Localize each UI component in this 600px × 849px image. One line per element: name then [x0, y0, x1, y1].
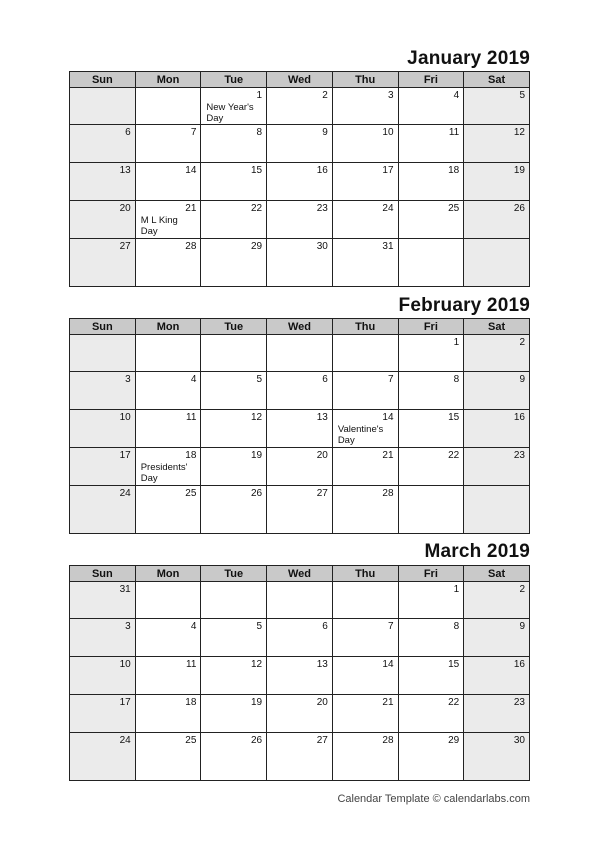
day-number: 7 — [190, 127, 197, 138]
day-number: 28 — [382, 488, 394, 499]
day-number: 14 — [382, 659, 394, 670]
week-row — [70, 448, 530, 486]
day-number — [201, 335, 266, 337]
day-number: 11 — [186, 659, 197, 670]
day-number: 19 — [250, 450, 263, 461]
day-number: 9 — [322, 127, 328, 138]
day-number: 31 — [382, 241, 394, 252]
day-cell — [135, 695, 201, 733]
day-cell — [398, 619, 464, 657]
day-cell — [70, 372, 136, 410]
day-cell — [267, 733, 333, 781]
day-number: 24 — [119, 735, 131, 746]
day-number: 22 — [250, 203, 263, 214]
day-number: 23 — [513, 697, 525, 708]
day-cell — [332, 582, 398, 619]
day-number: 18 — [185, 450, 197, 461]
week-row — [70, 163, 530, 201]
day-number: 15 — [250, 165, 263, 176]
weekday-header: Fri — [398, 566, 464, 582]
day-cell — [267, 448, 333, 486]
week-row — [70, 372, 530, 410]
day-number: 3 — [125, 621, 131, 632]
day-cell — [70, 619, 136, 657]
day-number: 2 — [322, 90, 328, 101]
day-cell — [70, 448, 136, 486]
day-number: 6 — [322, 621, 328, 632]
day-number — [201, 582, 266, 584]
day-cell — [464, 582, 530, 619]
day-cell — [135, 201, 201, 239]
month-title: March 2019 — [424, 541, 530, 562]
day-number: 4 — [190, 374, 197, 385]
day-cell — [267, 372, 333, 410]
weekday-header: Sat — [464, 319, 530, 335]
day-number: 10 — [119, 659, 131, 670]
day-number: 15 — [448, 412, 460, 423]
day-number — [267, 335, 332, 337]
calendar-grid — [69, 71, 530, 287]
day-cell — [398, 88, 464, 125]
week-row — [70, 88, 530, 125]
week-row — [70, 582, 530, 619]
day-number: 15 — [448, 659, 460, 670]
day-number: 19 — [250, 697, 263, 708]
weekday-header: Tue — [201, 319, 267, 335]
weekday-header: Sun — [70, 566, 136, 582]
day-cell — [201, 657, 267, 695]
day-cell — [267, 410, 333, 448]
week-row — [70, 410, 530, 448]
week-row — [70, 657, 530, 695]
day-cell — [70, 695, 136, 733]
day-number: 25 — [448, 203, 460, 214]
day-number: 26 — [250, 735, 263, 746]
weekday-header: Mon — [135, 72, 201, 88]
day-number: 8 — [453, 374, 460, 385]
day-number: 10 — [119, 412, 131, 423]
weekday-header: Thu — [332, 319, 398, 335]
day-number: 13 — [316, 412, 328, 423]
day-number: 4 — [453, 90, 460, 101]
day-cell — [135, 448, 201, 486]
day-cell — [201, 125, 267, 163]
day-number — [464, 486, 529, 488]
day-cell — [201, 410, 267, 448]
day-number: 7 — [387, 374, 394, 385]
day-cell — [70, 657, 136, 695]
day-cell — [332, 201, 398, 239]
weekday-header: Sat — [464, 566, 530, 582]
day-cell — [135, 582, 201, 619]
day-number: 2 — [519, 337, 525, 348]
day-number: 30 — [316, 241, 328, 252]
weekday-header: Mon — [135, 319, 201, 335]
day-cell — [267, 619, 333, 657]
day-cell — [267, 201, 333, 239]
day-cell — [201, 448, 267, 486]
day-cell — [464, 335, 530, 372]
day-cell — [267, 88, 333, 125]
day-number: 28 — [382, 735, 394, 746]
day-number: 20 — [119, 203, 131, 214]
day-cell — [201, 239, 267, 287]
day-number: 4 — [190, 621, 197, 632]
day-cell — [70, 410, 136, 448]
week-row — [70, 695, 530, 733]
day-number: 16 — [316, 165, 328, 176]
day-number: 16 — [513, 412, 525, 423]
day-cell — [398, 733, 464, 781]
calendar-grid — [69, 565, 530, 781]
day-cell — [332, 163, 398, 201]
day-number: 23 — [316, 203, 328, 214]
day-cell — [70, 125, 136, 163]
day-cell — [135, 619, 201, 657]
day-number: 23 — [513, 450, 525, 461]
day-number: 30 — [513, 735, 525, 746]
day-cell — [398, 125, 464, 163]
day-number: 6 — [125, 127, 131, 138]
day-cell — [267, 335, 333, 372]
calendar-grid — [69, 318, 530, 534]
day-cell — [267, 239, 333, 287]
day-number: 14 — [382, 412, 394, 423]
day-cell — [201, 163, 267, 201]
weekday-header: Sat — [464, 72, 530, 88]
day-cell — [135, 239, 201, 287]
day-cell — [135, 657, 201, 695]
day-number — [399, 486, 464, 488]
weekday-header: Tue — [201, 566, 267, 582]
day-cell — [332, 239, 398, 287]
day-number: 27 — [316, 735, 328, 746]
day-number: 20 — [316, 697, 328, 708]
weekday-header: Fri — [398, 72, 464, 88]
day-number: 3 — [387, 90, 394, 101]
day-cell — [201, 335, 267, 372]
day-cell — [267, 125, 333, 163]
day-number: 8 — [453, 621, 460, 632]
day-number: 21 — [382, 697, 394, 708]
day-cell — [332, 88, 398, 125]
day-number: 18 — [185, 697, 197, 708]
day-number: 27 — [316, 488, 328, 499]
day-cell — [398, 372, 464, 410]
day-number — [464, 239, 529, 241]
weekday-header: Tue — [201, 72, 267, 88]
day-number: 17 — [119, 697, 131, 708]
day-cell — [464, 239, 530, 287]
day-number: 26 — [513, 203, 525, 214]
day-cell — [201, 372, 267, 410]
day-number: 31 — [119, 584, 131, 595]
day-number: 25 — [185, 735, 197, 746]
weekday-header: Sun — [70, 319, 136, 335]
day-number — [399, 239, 464, 241]
day-cell — [398, 410, 464, 448]
day-cell — [464, 657, 530, 695]
weekday-header: Thu — [332, 566, 398, 582]
day-cell — [267, 486, 333, 534]
day-cell — [70, 163, 136, 201]
day-cell — [201, 88, 267, 125]
holiday-label: Valentine's Day — [337, 424, 384, 446]
day-number: 9 — [519, 374, 525, 385]
day-number: 1 — [256, 90, 263, 101]
day-number: 13 — [316, 659, 328, 670]
day-number — [333, 582, 398, 584]
day-cell — [135, 410, 201, 448]
day-cell — [135, 372, 201, 410]
day-cell — [332, 695, 398, 733]
day-cell — [332, 486, 398, 534]
week-row — [70, 239, 530, 287]
day-number: 24 — [119, 488, 131, 499]
day-number: 17 — [382, 165, 394, 176]
day-cell — [464, 163, 530, 201]
day-cell — [70, 88, 136, 125]
day-number — [70, 335, 135, 337]
day-number — [136, 335, 201, 337]
day-number: 9 — [519, 621, 525, 632]
day-cell — [267, 657, 333, 695]
day-cell — [398, 657, 464, 695]
day-number: 5 — [519, 90, 525, 101]
day-cell — [201, 733, 267, 781]
day-cell — [201, 486, 267, 534]
holiday-label: M L King Day — [140, 215, 178, 237]
holiday-label: New Year's Day — [206, 102, 254, 124]
day-number: 16 — [513, 659, 525, 670]
month-title: January 2019 — [407, 48, 530, 69]
day-cell — [398, 486, 464, 534]
day-number: 12 — [250, 412, 263, 423]
day-cell — [135, 733, 201, 781]
day-number: 6 — [322, 374, 328, 385]
day-number: 12 — [513, 127, 525, 138]
day-cell — [332, 448, 398, 486]
day-cell — [398, 582, 464, 619]
day-number: 7 — [387, 621, 394, 632]
week-row — [70, 125, 530, 163]
day-cell — [464, 733, 530, 781]
day-number — [136, 88, 201, 90]
day-cell — [135, 88, 201, 125]
day-cell — [201, 695, 267, 733]
weekday-header: Fri — [398, 319, 464, 335]
day-cell — [201, 619, 267, 657]
day-number: 24 — [382, 203, 394, 214]
day-cell — [267, 163, 333, 201]
day-cell — [464, 695, 530, 733]
day-number: 29 — [448, 735, 460, 746]
day-cell — [267, 582, 333, 619]
day-cell — [70, 201, 136, 239]
day-cell — [398, 448, 464, 486]
day-number: 5 — [256, 621, 263, 632]
day-cell — [332, 733, 398, 781]
day-cell — [201, 201, 267, 239]
day-cell — [398, 201, 464, 239]
day-number: 5 — [256, 374, 263, 385]
day-cell — [201, 582, 267, 619]
day-cell — [398, 335, 464, 372]
month-title: February 2019 — [398, 295, 530, 316]
day-number: 21 — [185, 203, 197, 214]
day-cell — [464, 372, 530, 410]
day-cell — [332, 335, 398, 372]
day-cell — [135, 163, 201, 201]
day-cell — [464, 619, 530, 657]
weekday-header: Wed — [267, 72, 333, 88]
day-number: 25 — [185, 488, 197, 499]
week-row — [70, 335, 530, 372]
week-row — [70, 619, 530, 657]
day-cell — [332, 372, 398, 410]
day-number: 18 — [448, 165, 460, 176]
day-number: 11 — [448, 127, 460, 138]
day-cell — [70, 733, 136, 781]
day-cell — [398, 239, 464, 287]
day-number: 22 — [448, 450, 460, 461]
day-number: 11 — [186, 412, 197, 423]
day-number: 27 — [119, 241, 131, 252]
day-cell — [332, 410, 398, 448]
footer-credit: Calendar Template © calendarlabs.com — [337, 793, 530, 805]
day-number: 21 — [382, 450, 394, 461]
holiday-label: Presidents' Day — [140, 462, 188, 484]
day-cell — [267, 695, 333, 733]
day-number: 3 — [125, 374, 131, 385]
day-number: 12 — [250, 659, 263, 670]
day-cell — [135, 486, 201, 534]
day-number: 28 — [185, 241, 197, 252]
day-cell — [70, 239, 136, 287]
weekday-header: Wed — [267, 566, 333, 582]
day-cell — [398, 163, 464, 201]
day-number: 13 — [119, 165, 131, 176]
day-number: 29 — [250, 241, 263, 252]
weekday-header: Mon — [135, 566, 201, 582]
day-number — [70, 88, 135, 90]
day-cell — [332, 125, 398, 163]
day-number — [136, 582, 201, 584]
day-number: 14 — [185, 165, 197, 176]
day-number: 2 — [519, 584, 525, 595]
day-cell — [332, 657, 398, 695]
day-cell — [135, 125, 201, 163]
day-number: 26 — [250, 488, 263, 499]
day-cell — [464, 448, 530, 486]
day-cell — [464, 125, 530, 163]
day-cell — [464, 486, 530, 534]
week-row — [70, 733, 530, 781]
day-number: 1 — [453, 584, 460, 595]
day-number: 10 — [382, 127, 394, 138]
day-cell — [332, 619, 398, 657]
day-cell — [70, 582, 136, 619]
day-number: 8 — [256, 127, 263, 138]
day-cell — [464, 201, 530, 239]
day-number: 22 — [448, 697, 460, 708]
day-cell — [464, 410, 530, 448]
day-cell — [398, 695, 464, 733]
day-number — [333, 335, 398, 337]
day-cell — [70, 335, 136, 372]
day-cell — [464, 88, 530, 125]
day-number: 20 — [316, 450, 328, 461]
day-number: 1 — [453, 337, 460, 348]
day-number — [267, 582, 332, 584]
day-cell — [135, 335, 201, 372]
day-number: 17 — [119, 450, 131, 461]
weekday-header: Wed — [267, 319, 333, 335]
day-cell — [70, 486, 136, 534]
weekday-header: Thu — [332, 72, 398, 88]
weekday-header: Sun — [70, 72, 136, 88]
week-row — [70, 486, 530, 534]
day-number: 19 — [513, 165, 525, 176]
week-row — [70, 201, 530, 239]
